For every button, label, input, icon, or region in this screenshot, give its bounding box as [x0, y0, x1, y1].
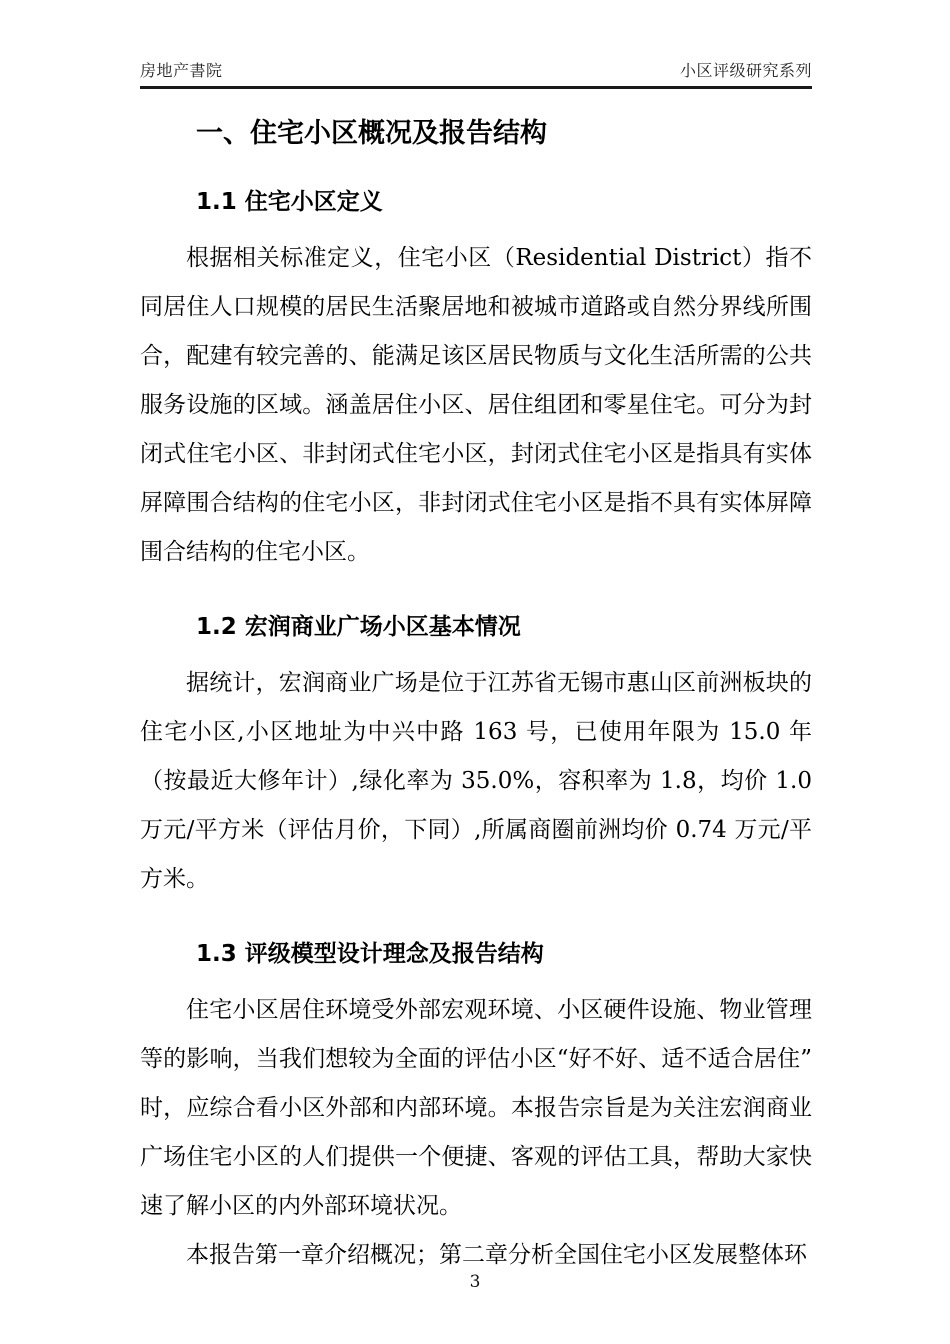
section-1-1 [140, 186, 812, 577]
chapter-heading: 一、住宅小区概况及报告结构 [196, 118, 547, 149]
section-heading-1-2: 1.2 宏润商业广场小区基本情况 [196, 614, 521, 640]
section-heading-1-3: 1.3 评级模型设计理念及报告结构 [196, 941, 544, 967]
section-1-2 [140, 611, 812, 904]
section-1-3 [140, 938, 812, 1280]
header-left-text: 房地产書院 [140, 61, 223, 80]
page-header [140, 58, 812, 89]
document-body [140, 96, 812, 1280]
section-heading-1-1: 1.1 住宅小区定义 [196, 189, 383, 215]
page-number: 3 [469, 1272, 481, 1292]
section-1-3-paragraph-1: 住宅小区居住环境受外部宏观环境、小区硬件设施、物业管理等的影响，当我们想较为全面的评估小区“好不好、适不适合居住”时，应综合看小区外部和内部环境。本报告宗旨是为关注宏润商业广场住宅小区的人们提供一个便捷、客观的评估工具，帮助大家快速了解小区的内外部环境状况。 [140, 997, 812, 1219]
section-1-2-paragraph: 据统计，宏润商业广场是位于江苏省无锡市惠山区前洲板块的住宅小区,小区地址为中兴中路 163 号，已使用年限为 15.0 年（按最近大修年计）,绿化率为 35.0%，容积率为 1.8，均价 1.0 万元/平方米（评估月价，下同）,所属商圈前洲均价 0.74 万元/平方米。 [140, 670, 812, 892]
header-right-text: 小区评级研究系列 [679, 61, 812, 80]
section-1-1-paragraph: 根据相关标准定义，住宅小区（Residential District）指不同居住人口规模的居民生活聚居地和被城市道路或自然分界线所围合，配建有较完善的、能满足该区居民物质与文化生活所需的公共服务设施的区域。涵盖居住小区、居住组团和零星住宅。可分为封闭式住宅小区、非封闭式住宅小区，封闭式住宅小区是指具有实体屏障围合结构的住宅小区，非封闭式住宅小区是指不具有实体屏障围合结构的住宅小区。 [140, 245, 812, 565]
section-1-3-paragraph-2: 本报告第一章介绍概况；第二章分析全国住宅小区发展整体环 [186, 1242, 807, 1268]
